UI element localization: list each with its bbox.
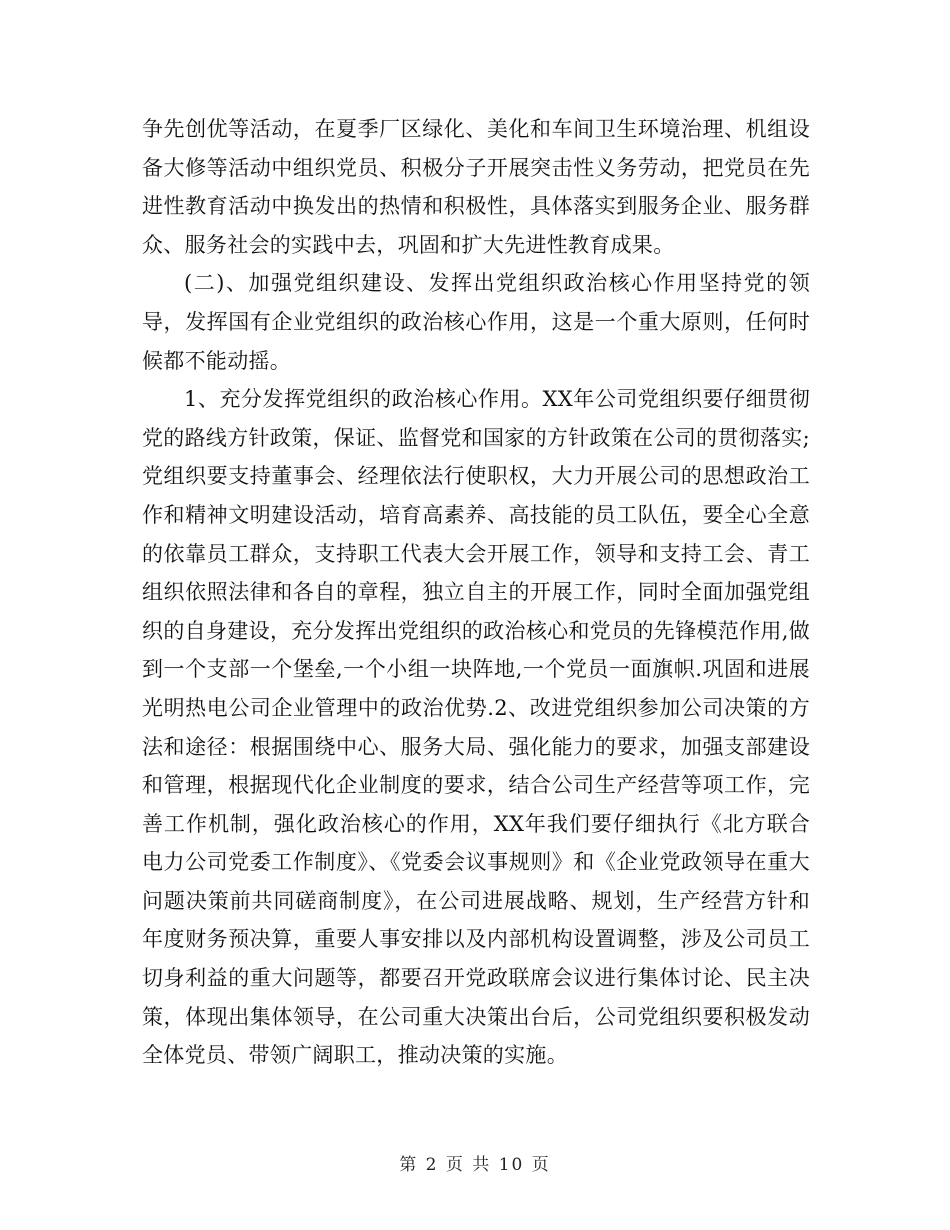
body-text [142,110,810,1075]
paragraph-2: (二)、加强党组织建设、发挥出党组织政治核心作用坚持党的领导，发挥国有企业党组织的政治核心作用，这是一个重大原则，任何时候都不能动摇。 [142,271,810,373]
page-footer: 第 2 页 共 10 页 [399,1155,551,1175]
paragraph-1: 争先创优等活动，在夏季厂区绿化、美化和车间卫生环境治理、机组设备大修等活动中组织党员、积极分子开展突击性义务劳动，把党员在先进性教育活动中换发出的热情和积极性，具体落实到服务企业、服务群众、服务社会的实践中去，巩固和扩大先进性教育成果。 [142,117,810,257]
paragraph-3: 1、充分发挥党组织的政治核心作用。XX年公司党组织要仔细贯彻党的路线方针政策，保证、监督党和国家的方针政策在公司的贯彻落实;党组织要支持董事会、经理依法行使职权，大力开展公司的思想政治工作和精神文明建设活动，培育高素养、高技能的员工队伍，要全心全意的依靠员工群众，支持职工代表大会开展工作，领导和支持工会、青工组织依照法律和各自的章程，独立自主的开展工作，同时全面加强党组织的自身建设，充分发挥出党组织的政治核心和党员的先锋模范作用,做到一个支部一个堡垒,一个小组一块阵地,一个党员一面旗帜.巩固和进展光明热电公司企业管理中的政治优势.2、改进党组织参加公司决策的方法和途径：根据围绕中心、服务大局、强化能力的要求，加强支部建设和管理，根据现代化企业制度的要求，结合公司生产经营等项工作，完善工作机制，强化政治核心的作用，XX年我们要仔细执行《北方联合电力公司党委工作制度》、《党委会议事规则》和《企业党政领导在重大问题决策前共同磋商制度》，在公司进展战略、规划，生产经营方针和年度财务预决算，重要人事安排以及内部机构设置调整，涉及公司员工切身利益的重大问题等，都要召开党政联席会议进行集体讨论、民主决策，体现出集体领导，在公司重大决策出台后，公司党组织要积极发动全体党员、带领广阔职工，推动决策的实施。 [142,387,810,1068]
